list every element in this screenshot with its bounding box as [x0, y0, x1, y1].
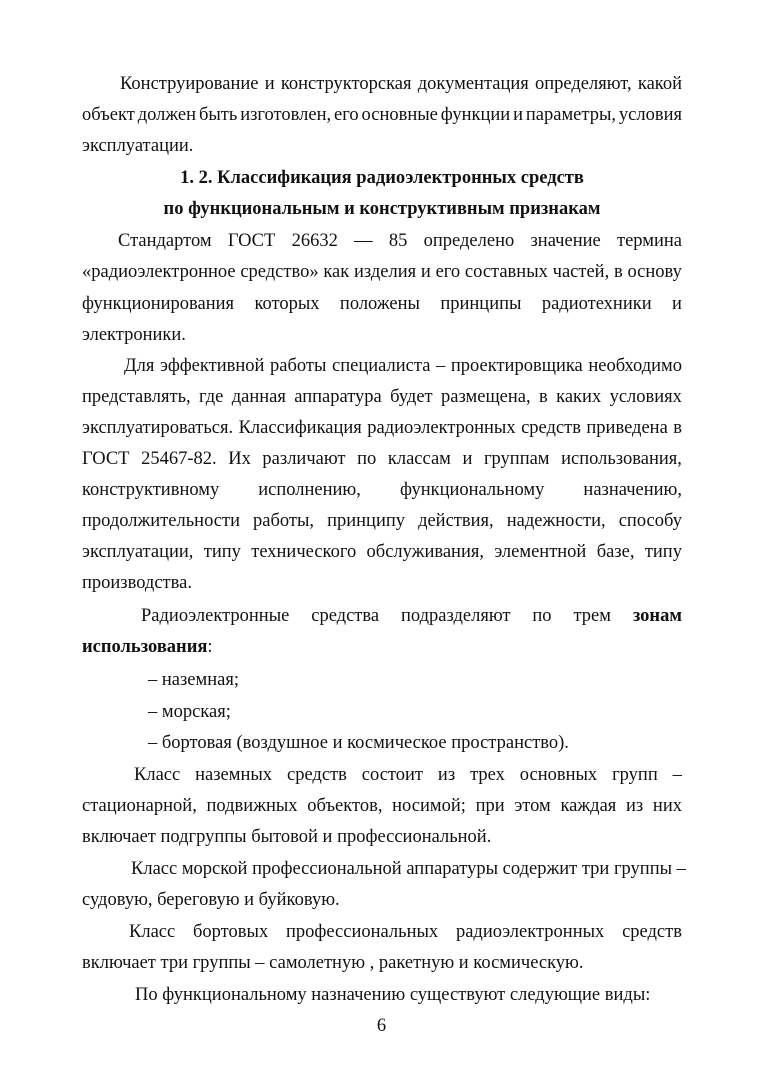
word: ГОСТ — [227, 231, 276, 251]
paragraph-line: судовую, береговую и буйковую. — [82, 890, 340, 910]
word: способу — [618, 511, 682, 531]
word: эксплуатации, — [82, 542, 194, 562]
word: средств — [521, 418, 581, 438]
word: основные — [361, 105, 438, 125]
paragraph-line — [82, 103, 682, 127]
word: состоит — [361, 765, 423, 785]
word: функции — [440, 105, 511, 125]
word: – — [672, 765, 682, 785]
word: по — [357, 449, 377, 469]
word: элементной — [494, 542, 587, 562]
word: размещена, — [441, 387, 531, 407]
word: радиотехники — [541, 294, 652, 314]
word: каких — [556, 387, 602, 407]
paragraph-line — [141, 604, 682, 628]
word: Для — [124, 356, 155, 376]
paragraph-line — [82, 540, 682, 564]
paragraph-line — [82, 509, 682, 533]
word: каждая — [560, 796, 617, 816]
word: Класс — [134, 765, 181, 785]
word: подразделяют — [401, 606, 511, 626]
paragraph-line — [118, 229, 682, 253]
section-heading: 1. 2. Классификация радиоэлектронных средств — [180, 168, 584, 188]
paragraph-line — [82, 416, 682, 440]
word: принципы — [440, 294, 522, 314]
word: в — [673, 418, 682, 438]
word: наземных — [195, 765, 273, 785]
word: значение — [530, 231, 601, 251]
word: эффективной — [159, 356, 265, 376]
word: Стандартом — [118, 231, 212, 251]
word: изготовлен, — [240, 105, 332, 125]
word: данная — [231, 387, 286, 407]
word: использования, — [561, 449, 682, 469]
word: них — [652, 796, 682, 816]
word: из — [437, 765, 456, 785]
word: приведена — [586, 418, 668, 438]
word: этом — [514, 796, 551, 816]
word: технического — [251, 542, 357, 562]
word: условия — [618, 105, 682, 125]
paragraph-line: По функциональному назначению существуют следующие виды: — [135, 985, 651, 1005]
paragraph-line: Класс морской профессиональной аппаратуры содержит три группы – — [131, 859, 686, 879]
word: специалиста — [332, 356, 431, 376]
paragraph-line — [82, 794, 682, 818]
word: какой — [637, 74, 682, 94]
word: 26632 — [291, 231, 338, 251]
word: Конструирование — [120, 74, 259, 94]
word: исполнению, — [258, 480, 361, 500]
word: средства — [311, 606, 380, 626]
word: должен — [137, 105, 197, 125]
paragraph-line: эксплуатации. — [82, 136, 194, 156]
word: средств — [286, 765, 347, 785]
word: конструктивному — [82, 480, 220, 500]
word: профессиональных — [286, 922, 439, 942]
paragraph-line — [82, 292, 682, 316]
word: принципу — [327, 511, 406, 531]
word: и — [264, 74, 275, 94]
word: работы — [270, 356, 327, 376]
word: определено — [423, 231, 515, 251]
paragraph-line — [134, 763, 682, 787]
paragraph-line — [82, 260, 682, 284]
word: и — [513, 105, 523, 125]
word: группам — [483, 449, 550, 469]
word: документация — [417, 74, 529, 94]
word: – — [436, 356, 446, 376]
word: которых — [254, 294, 320, 314]
word: необходимо — [588, 356, 682, 376]
section-heading: по функциональным и конструктивным признакам — [163, 199, 601, 219]
word: при — [475, 796, 505, 816]
paragraph-line — [129, 920, 682, 944]
list-item: – морская; — [148, 702, 231, 722]
word: быть — [198, 105, 238, 125]
word: составных — [464, 262, 548, 282]
emphasis-text: использования — [82, 637, 208, 657]
word: частей, — [552, 262, 610, 282]
paragraph-line — [124, 354, 682, 378]
word: стационарной, — [82, 796, 197, 816]
word: радиоэлектронных — [455, 922, 605, 942]
word: 25467-82. — [141, 449, 217, 469]
word: «радиоэлектронное — [82, 262, 236, 282]
word: функционирования — [82, 294, 235, 314]
paragraph-text: : — [207, 637, 213, 657]
word: радиоэлектронных — [367, 418, 516, 438]
word: параметры, — [525, 105, 616, 125]
word: его — [435, 262, 461, 282]
word: из — [626, 796, 644, 816]
word: его — [334, 105, 359, 125]
word: типу — [644, 542, 682, 562]
word: будет — [390, 387, 433, 407]
word: в — [539, 387, 548, 407]
word: представлять, — [82, 387, 191, 407]
word: эксплуатироваться. — [82, 418, 234, 438]
word: бортовых — [193, 922, 269, 942]
paragraph-line: включает три группы – самолетную , ракетную и космическую. — [82, 953, 584, 973]
paragraph-line — [82, 385, 682, 409]
word: как — [323, 262, 350, 282]
word: объект — [82, 105, 135, 125]
word: проектировщика — [450, 356, 583, 376]
word: носимой; — [392, 796, 466, 816]
word: назначению, — [583, 480, 682, 500]
paragraph-line: электроники. — [82, 325, 186, 345]
word: конструкторская — [280, 74, 412, 94]
paragraph-line — [82, 478, 682, 502]
word: и — [420, 262, 431, 282]
word: основу — [627, 262, 682, 282]
word: средство» — [240, 262, 319, 282]
word: Их — [228, 449, 251, 469]
word: продолжительности — [82, 511, 240, 531]
word: классам — [387, 449, 451, 469]
word: действия, — [418, 511, 494, 531]
word: термина — [616, 231, 682, 251]
word: обслуживания, — [366, 542, 484, 562]
paragraph-line — [82, 635, 682, 659]
word: определяют, — [535, 74, 632, 94]
word: надежности, — [506, 511, 606, 531]
word: работы, — [253, 511, 315, 531]
word: и — [462, 449, 473, 469]
word: подвижных — [206, 796, 298, 816]
word: ГОСТ — [82, 449, 130, 469]
word: изделия — [354, 262, 417, 282]
word: объектов, — [307, 796, 383, 816]
paragraph-line: включает подгруппы бытовой и профессиональной. — [82, 827, 492, 847]
list-item: – наземная; — [148, 670, 239, 690]
word: условиях — [609, 387, 682, 407]
word: трех — [470, 765, 505, 785]
word: базе, — [596, 542, 635, 562]
word: — — [354, 231, 373, 251]
word: 85 — [388, 231, 408, 251]
paragraph-line — [120, 72, 682, 96]
word: средств — [622, 922, 682, 942]
word: групп — [612, 765, 658, 785]
word: трем — [573, 606, 611, 626]
emphasis-text: зонам — [632, 606, 682, 626]
paragraph-line: производства. — [82, 573, 192, 593]
word: по — [532, 606, 552, 626]
word: Классификация — [238, 418, 362, 438]
page-number: 6 — [376, 1016, 387, 1036]
word: различают — [262, 449, 346, 469]
word: аппаратура — [294, 387, 382, 407]
paragraph-line — [82, 447, 682, 471]
list-item: – бортовая (воздушное и космическое пространство). — [148, 733, 569, 753]
word: положены — [339, 294, 420, 314]
word: Класс — [129, 922, 176, 942]
word: и — [672, 294, 682, 314]
word: Радиоэлектронные — [141, 606, 290, 626]
word: типу — [203, 542, 241, 562]
word: в — [613, 262, 623, 282]
word: основных — [519, 765, 598, 785]
word: где — [199, 387, 224, 407]
word: функциональному — [399, 480, 545, 500]
